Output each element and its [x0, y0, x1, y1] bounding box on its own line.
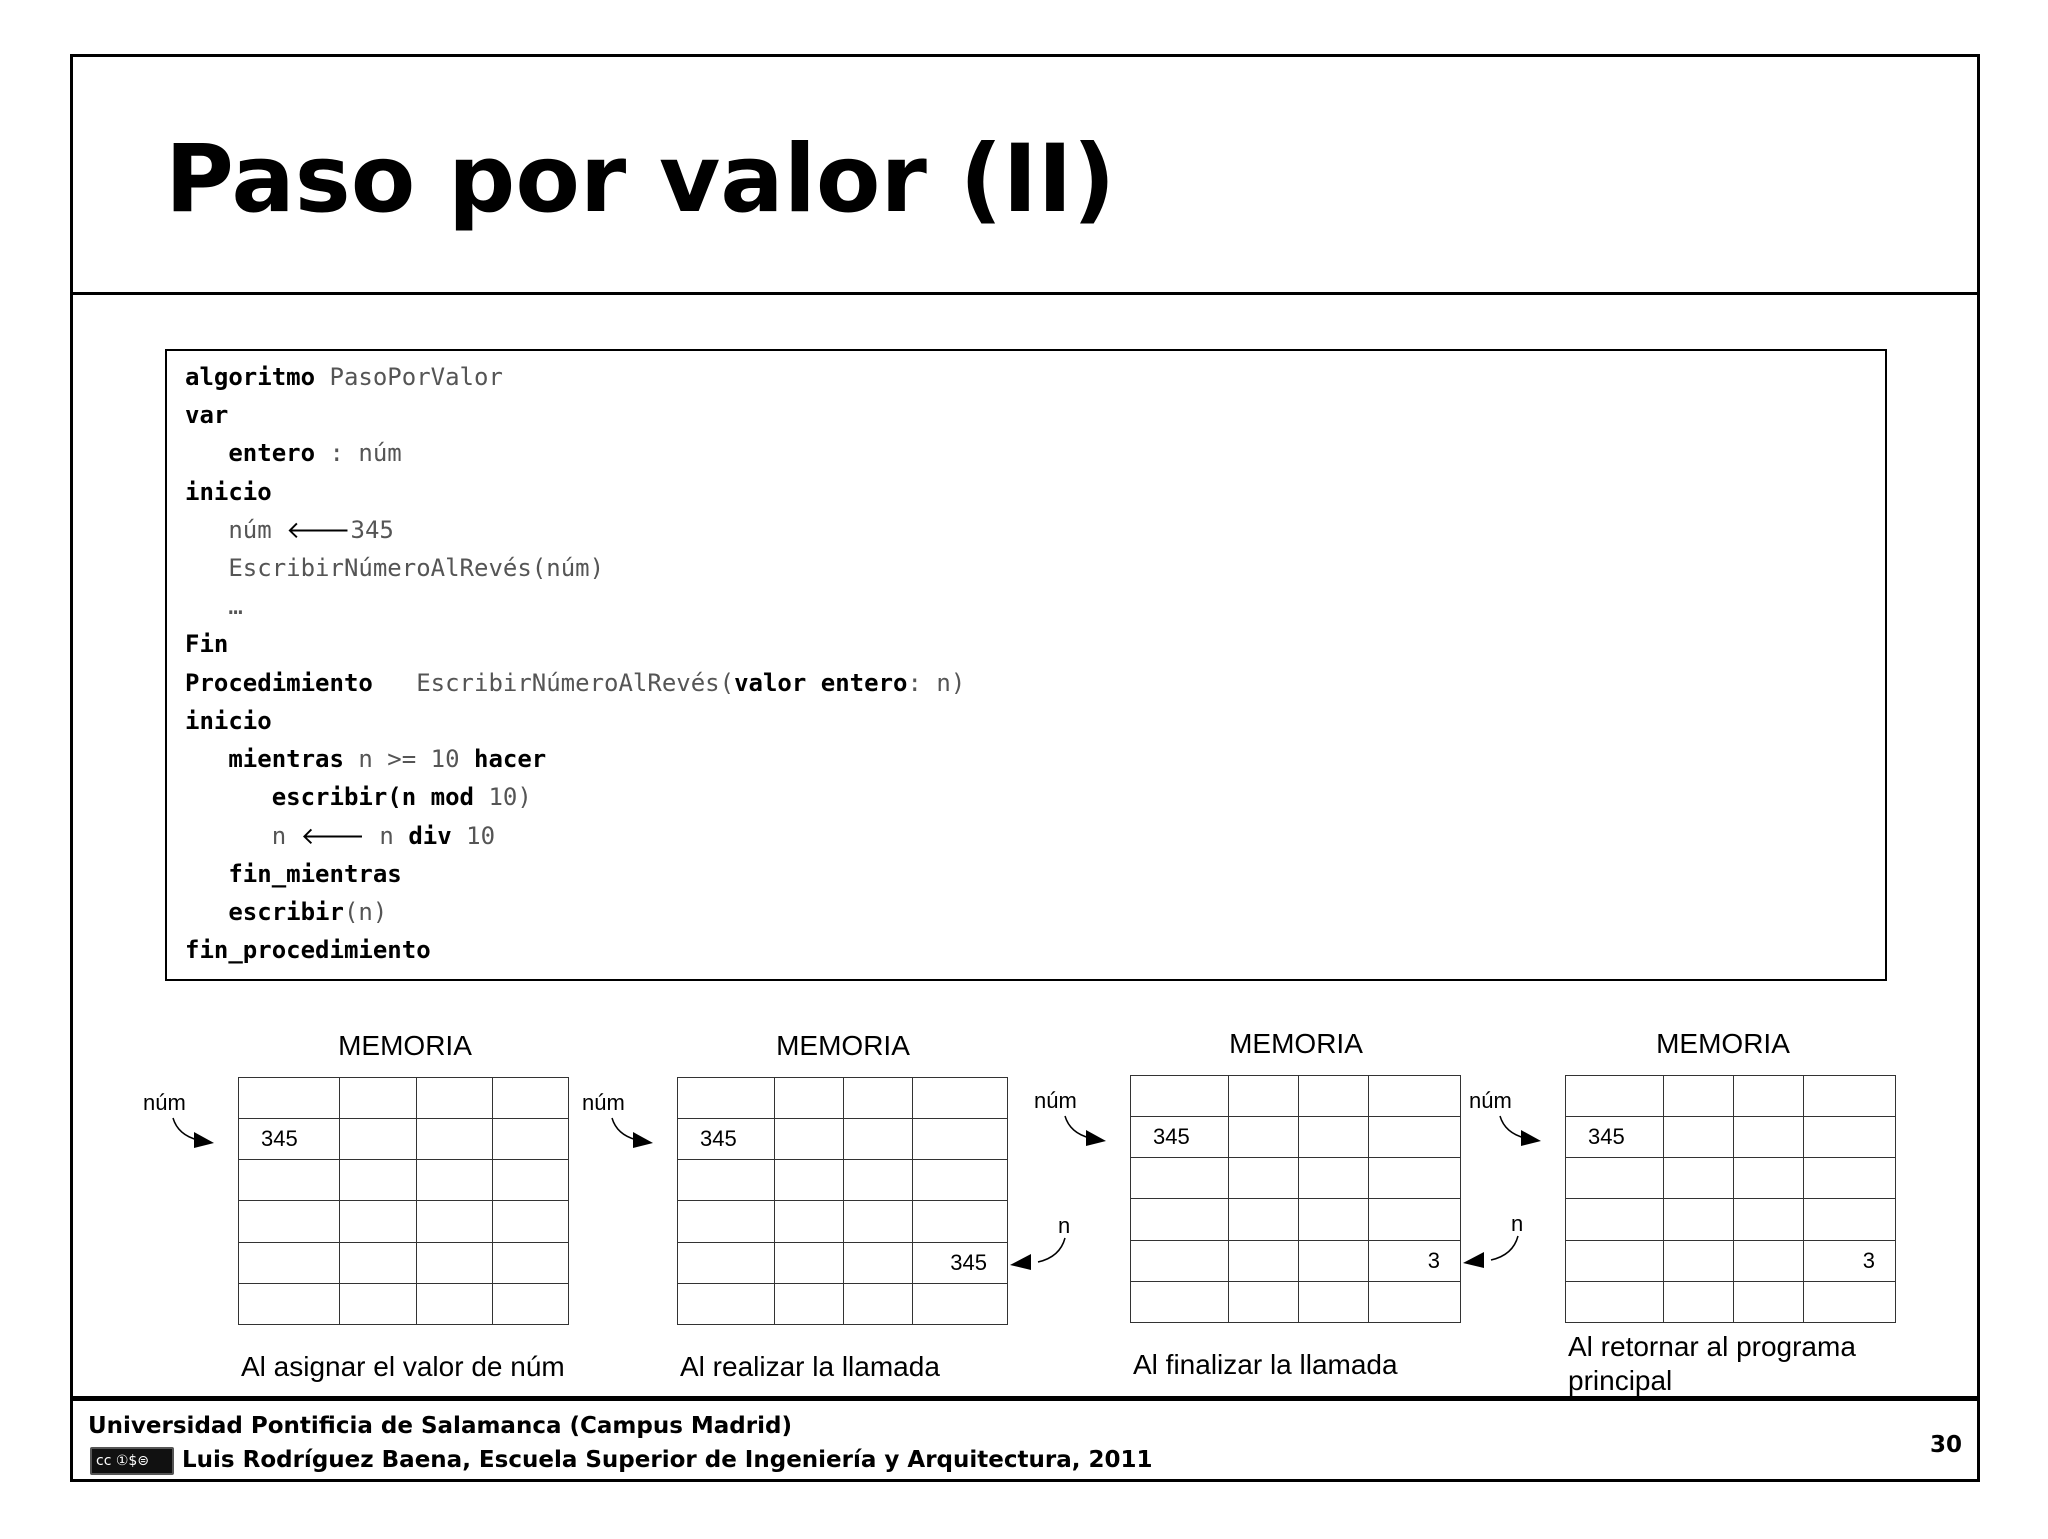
diagram-caption: Al retornar al programa principal	[1568, 1331, 1856, 1396]
footer-divider	[70, 1396, 1980, 1401]
code-line-11: mientras n >= 10 hacer	[228, 745, 547, 773]
num-cell: 345	[239, 1119, 340, 1160]
code-line-14: fin_mientras	[228, 860, 402, 888]
memory-label: MEMORIA	[1229, 1028, 1363, 1059]
code-line-8: Fin	[185, 630, 229, 658]
page-number: 30	[1930, 1432, 1963, 1458]
diagram-caption: Al realizar la llamada	[680, 1351, 940, 1382]
code-line-16: fin_procedimiento	[185, 936, 431, 964]
num-pointer-label: núm	[1034, 1088, 1077, 1113]
n-cell: 3	[1803, 1240, 1895, 1281]
code-line-3: entero : núm	[228, 439, 402, 467]
n-cell: 345	[912, 1242, 1007, 1283]
num-cell: 345	[1131, 1117, 1229, 1158]
footer-author: Luis Rodríguez Baena, Escuela Superior de Ingeniería y Arquitectura, 2011	[182, 1447, 1153, 1473]
num-pointer-label: núm	[582, 1090, 625, 1115]
num-cell: 345	[678, 1119, 775, 1160]
code-line-13: n 🡐 n div 10	[271, 822, 496, 850]
n-pointer-label: n	[1058, 1213, 1071, 1238]
code-line-4: inicio	[185, 478, 272, 506]
assign-arrow-icon: 🡐	[286, 516, 351, 544]
code-line-6: EscribirNúmeroAlRevés(núm)	[228, 554, 605, 582]
memory-label: MEMORIA	[338, 1030, 472, 1061]
diagram-caption: Al finalizar la llamada	[1133, 1349, 1398, 1380]
num-pointer-arrow-icon	[1497, 1113, 1557, 1153]
code-line-5: núm 🡐345	[228, 516, 394, 544]
n-cell: 3	[1368, 1240, 1460, 1281]
code-line-9: Procedimiento EscribirNúmeroAlRevés(valor entero: n)	[185, 669, 966, 697]
code-line-15: escribir(n)	[228, 898, 388, 926]
n-pointer-label: n	[1511, 1211, 1524, 1236]
code-line-12: escribir(n mod 10)	[271, 783, 532, 811]
memory-label: MEMORIA	[776, 1030, 910, 1061]
memory-label: MEMORIA	[1656, 1028, 1790, 1059]
num-pointer-label: núm	[143, 1090, 186, 1115]
num-pointer-label: núm	[1469, 1088, 1512, 1113]
creative-commons-license-icon: cc ①$⊜	[90, 1447, 174, 1475]
code-line-2: var	[185, 401, 229, 429]
assign-arrow-icon: 🡐	[300, 822, 365, 850]
code-line-10: inicio	[185, 707, 272, 735]
footer-university: Universidad Pontificia de Salamanca (Campus Madrid)	[88, 1413, 792, 1439]
memory-grid	[1565, 1075, 1896, 1323]
code-line-1: algoritmo PasoPorValor	[185, 363, 503, 391]
code-line-7: …	[228, 592, 243, 620]
page-title: Paso por valor (II)	[165, 125, 1116, 234]
diagram-caption: Al asignar el valor de núm	[241, 1351, 565, 1382]
num-cell: 345	[1566, 1117, 1664, 1158]
